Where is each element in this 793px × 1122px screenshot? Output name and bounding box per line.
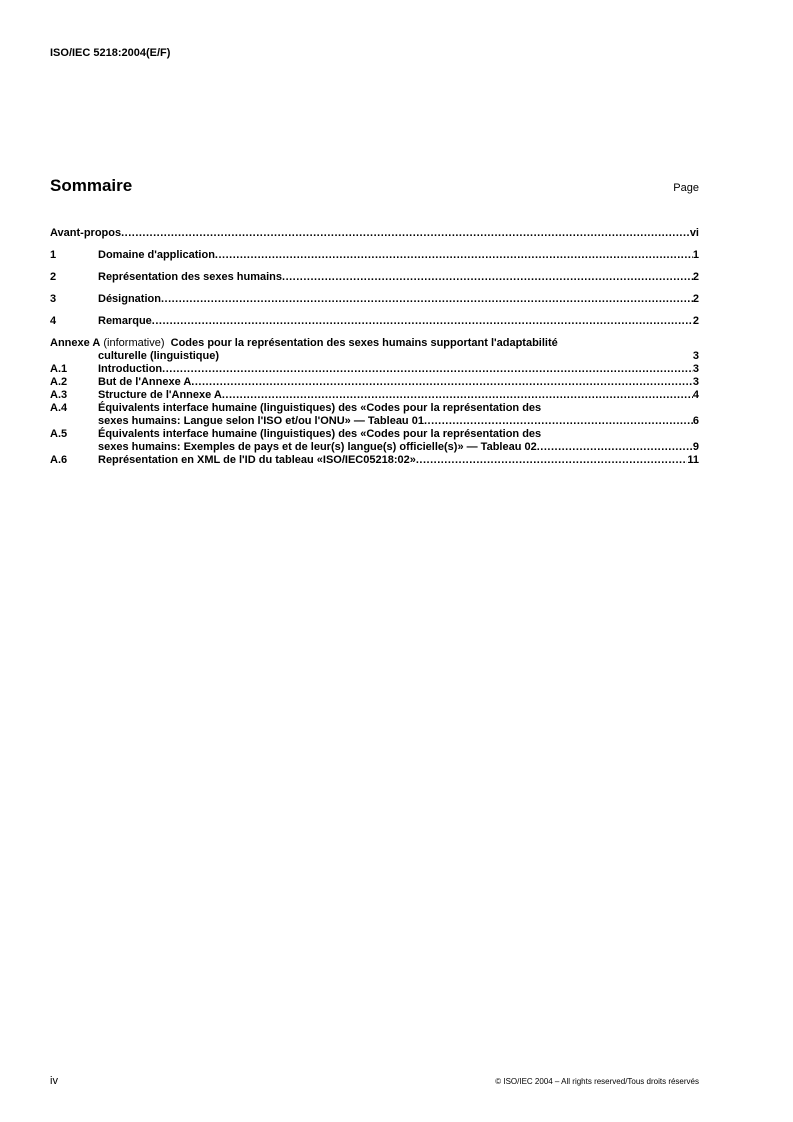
toc-entry-annex-a[interactable] [50,337,699,363]
title-row [50,176,699,196]
page-number: iv [50,1075,58,1087]
toc-entry-label: Avant-propos [50,227,122,239]
toc-entry-page: 9 [692,441,699,453]
toc-entry-label-line2: sexes humains: Exemples de pays et de leur(s) langue(s) officielle(s)» — Tableau 02 [98,441,537,453]
toc-entry-section-4[interactable] [50,315,699,328]
toc-entry-page: 6 [692,415,699,427]
toc-entry-page: 4 [692,389,699,401]
toc-entry-a6[interactable] [50,454,699,467]
toc-entry-label: Représentation des sexes humains [98,271,283,283]
dot-leader [424,415,693,428]
toc-entry-label: Domaine d'application [98,249,215,261]
dot-leader [537,441,693,454]
toc-entry-page: 2 [692,293,699,305]
toc-entry-section-1[interactable] [50,249,699,262]
toc-entry-number: A.4 [50,402,68,414]
document-id: ISO/IEC 5218:2004(E/F) [50,47,171,59]
toc-entry-number: 3 [50,293,57,305]
toc-entry-number: A.1 [50,363,68,375]
toc-entry-a4[interactable] [50,402,699,428]
dot-leader [191,376,693,389]
toc-entry-label-line1: Équivalents interface humaine (linguistiques) des «Codes pour la représentation des [98,402,542,414]
toc-entry-section-3[interactable] [50,293,699,306]
toc-entry-label-line2: sexes humains: Langue selon l'ISO et/ou l'ONU» — Tableau 01 [98,415,424,427]
copyright-notice: © ISO/IEC 2004 – All rights reserved/Tous droits réservés [495,1077,699,1086]
toc-entry-a3[interactable] [50,389,699,402]
page-title: Sommaire [50,176,133,195]
toc-entry-page: 2 [692,315,699,327]
toc-entry-number: A.5 [50,428,68,440]
toc-entry-a2[interactable] [50,376,699,389]
toc-entry-number: A.3 [50,389,68,401]
dot-leader [222,389,693,402]
dot-leader [215,249,693,262]
toc-entry-a1[interactable] [50,363,699,376]
page-footer [50,1075,699,1087]
toc-entry-label: Représentation en XML de l'ID du tableau «ISO/IEC05218:02» [98,454,416,466]
toc-entry-label: Introduction [98,363,163,375]
toc-entry-foreword[interactable] [50,227,699,240]
toc-entry-number: 2 [50,271,57,283]
annex-title-line2: culturelle (linguistique) [98,350,220,362]
toc-entry-page: vi [689,227,699,239]
toc-entry-number: 4 [50,315,57,327]
annex-prefix: Annexe A [50,337,101,349]
toc-entry-a5[interactable] [50,428,699,454]
toc-entry-page: 3 [692,363,699,375]
dot-leader [416,454,688,467]
annex-qualifier: (informative) [103,337,165,349]
toc-entry-section-2[interactable] [50,271,699,284]
annex-title-line1: Codes pour la représentation des sexes humains supportant l'adaptabilité [170,337,558,349]
toc-entry-label: But de l'Annexe A [98,376,192,388]
toc-entry-page: 1 [692,249,699,261]
toc-entry-number: 1 [50,249,57,261]
toc-entry-label: Remarque [98,315,152,327]
dot-leader [121,227,690,240]
page-column-label: Page [673,182,699,194]
toc-entry-page: 11 [687,454,699,466]
dot-leader [161,293,693,306]
toc-entry-page: 3 [692,376,699,388]
dot-leader [152,315,693,328]
dot-leader [282,271,693,284]
toc-entry-label: Désignation [98,293,161,305]
toc-entry-label-line1: Équivalents interface humaine (linguistiques) des «Codes pour la représentation des [98,428,542,440]
toc-entry-label: Structure de l'Annexe A [98,389,222,401]
toc-entry-number: A.6 [50,454,68,466]
toc-entry-page: 3 [692,350,699,362]
dot-leader [162,363,693,376]
toc-entry-page: 2 [692,271,699,283]
table-of-contents [50,227,699,467]
toc-entry-number: A.2 [50,376,68,388]
